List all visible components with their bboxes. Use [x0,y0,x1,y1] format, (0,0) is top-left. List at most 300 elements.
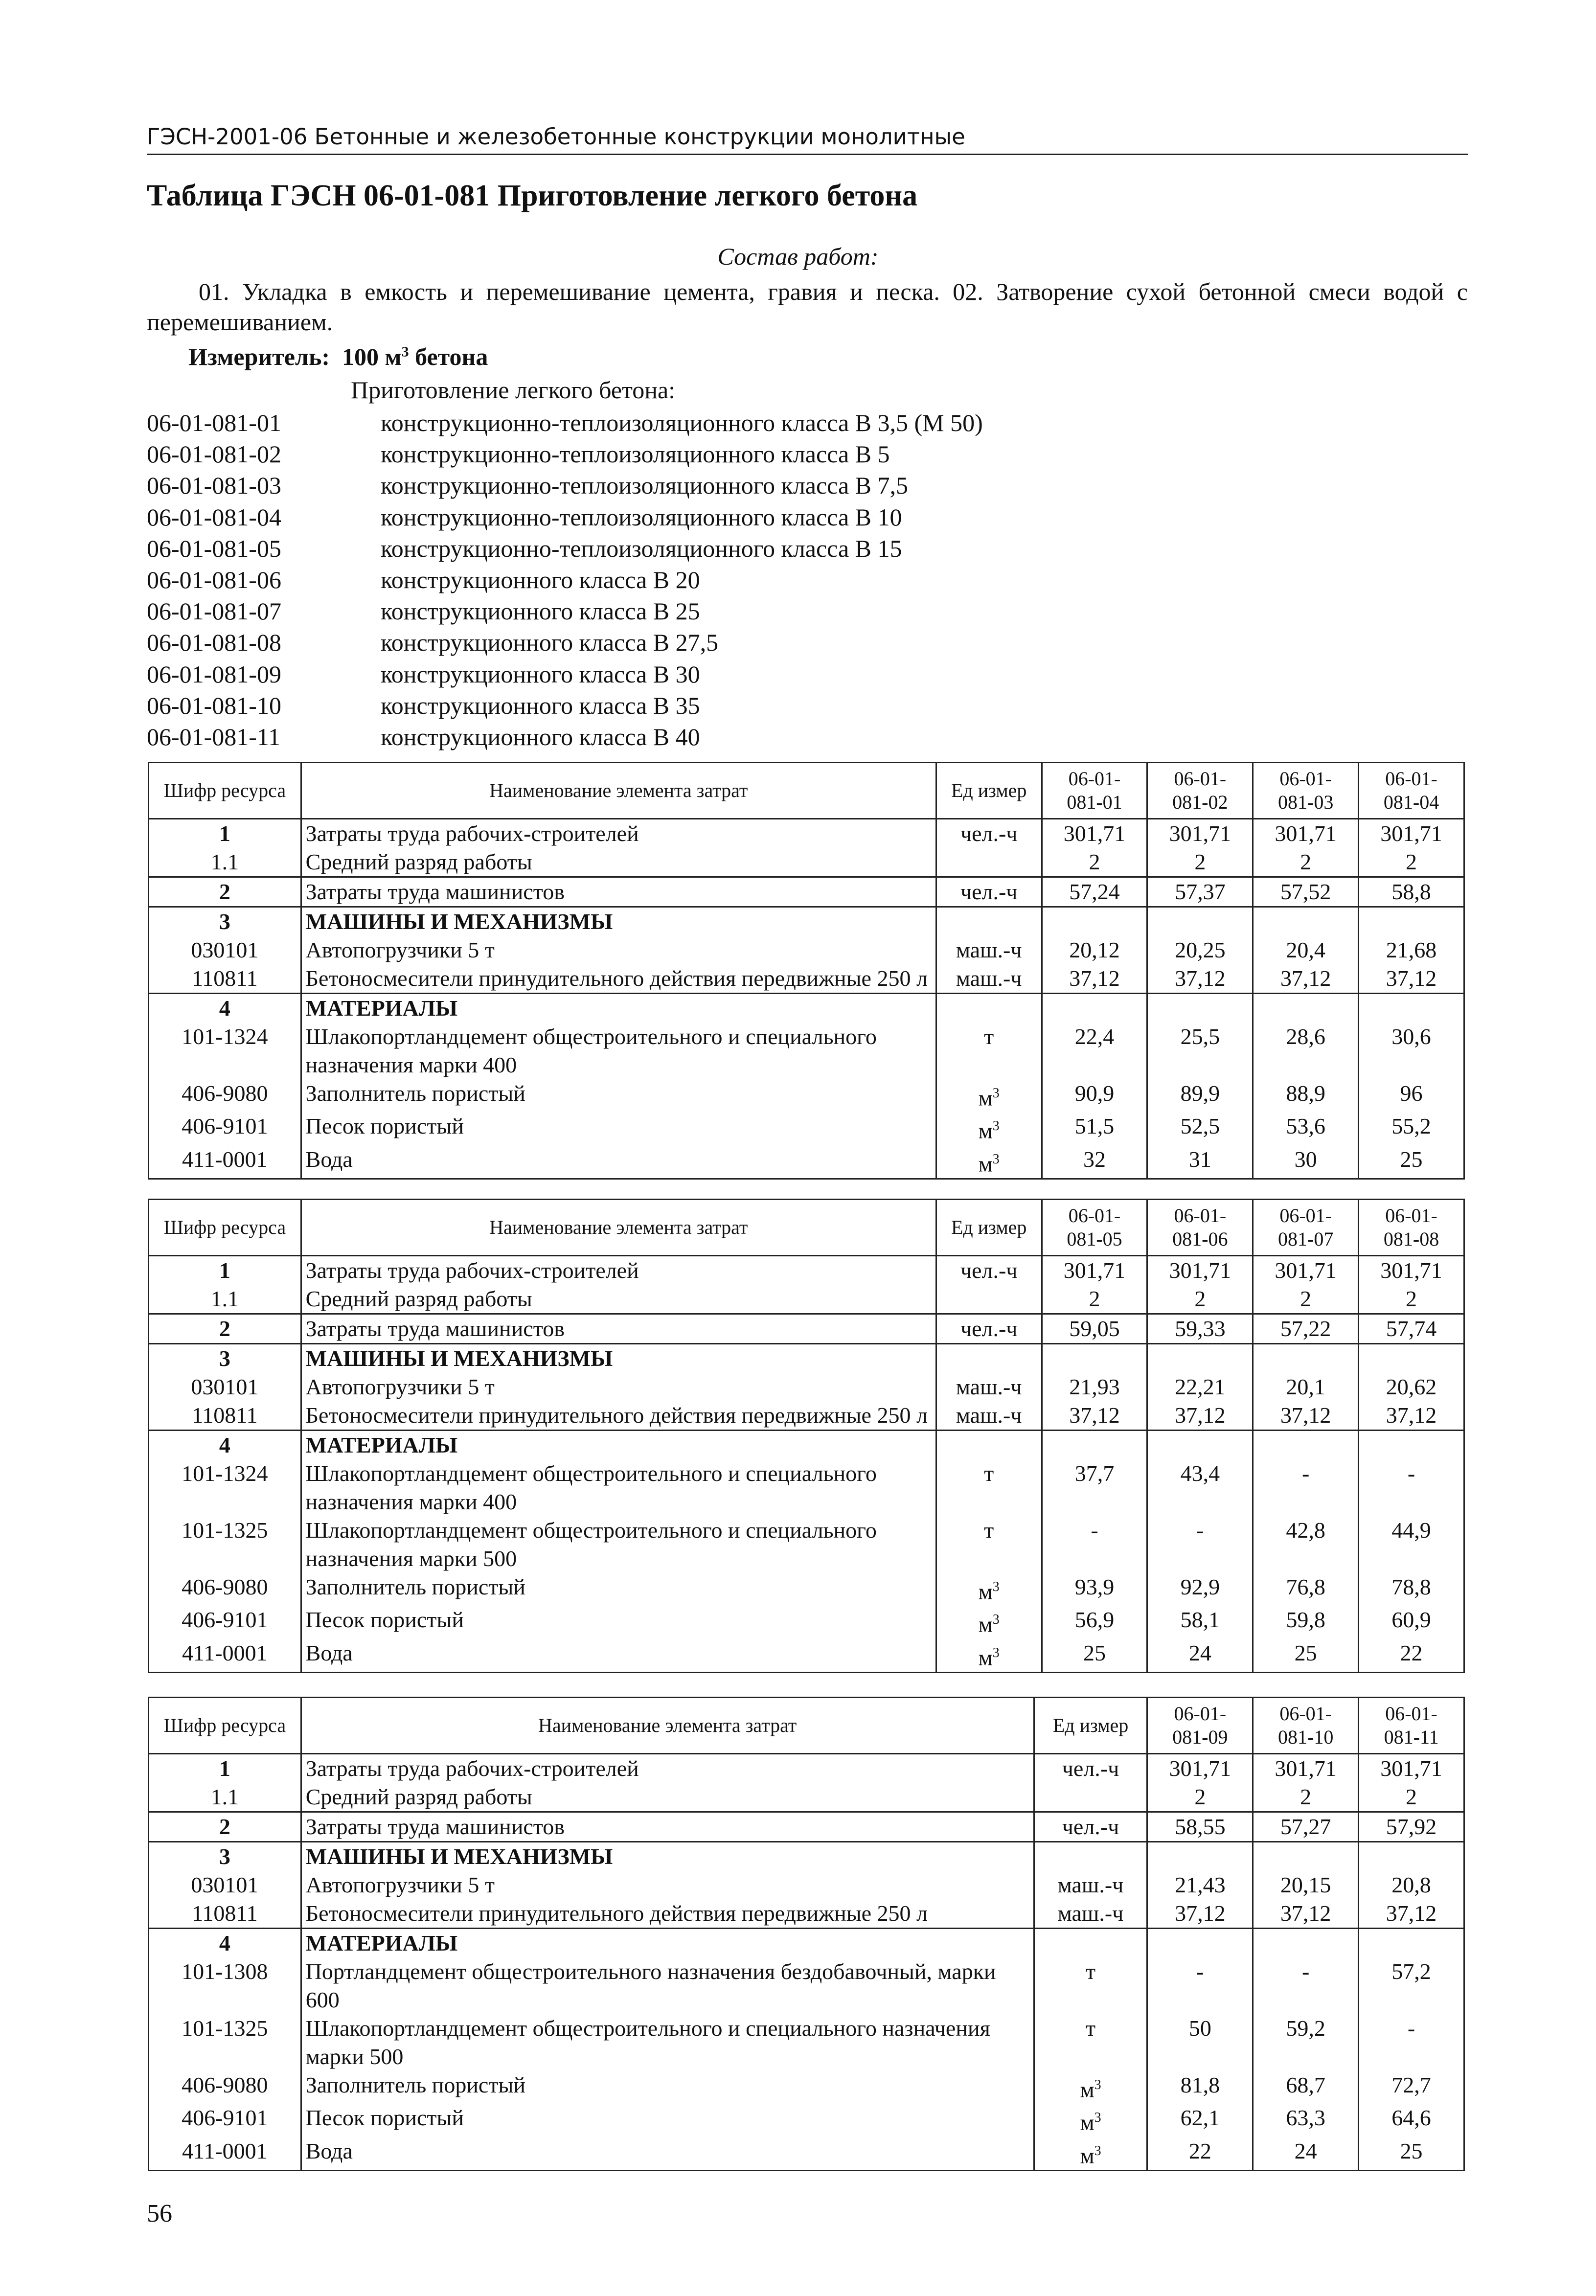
header-norm-column [1042,763,1147,819]
meter-superscript: 3 [401,343,409,360]
cell-unit: маш.-ч [1034,1871,1147,1899]
code-list-item [147,407,983,438]
cell-value [1147,1929,1253,1958]
cell-name: Вода [301,1145,936,1179]
cell-unit: $м^3$ [1034,2104,1147,2137]
table-row [149,1957,1464,2014]
cell-code: 411-0001 [149,1639,301,1673]
header-code: Шифр ресурса [149,763,301,819]
cell-value [1253,1431,1359,1460]
header-norm-column [1042,1200,1147,1256]
cell-unit: чел.-ч [936,877,1042,907]
cell-unit [936,1344,1042,1373]
cell-value [1359,1842,1464,1871]
cell-unit: $м^3$ [936,1573,1042,1606]
cell-value: 20,1 [1253,1373,1359,1401]
cell-code: 411-0001 [149,1145,301,1179]
cell-value: 93,9 [1042,1573,1147,1606]
cell-unit: т [1034,1957,1147,2014]
cell-unit: чел.-ч [936,1314,1042,1344]
table-row [149,1256,1464,1285]
table-row [149,1754,1464,1783]
cell-name: МАТЕРИАЛЫ [301,994,936,1023]
norm-col-line1: 06-01- [1068,1205,1121,1227]
norm-col-line1: 06-01- [1385,1205,1437,1227]
norm-code: 06-01-081-01 [147,409,281,436]
table-row [149,877,1464,907]
cell-value: 88,9 [1253,1079,1359,1112]
cell-value: 20,8 [1359,1871,1464,1899]
cell-value: 44,9 [1359,1516,1464,1573]
cell-unit [936,1431,1042,1460]
cell-value: 2 [1359,1285,1464,1314]
table-row [149,1812,1464,1842]
table-row [149,1639,1464,1673]
cell-name: Шлакопортландцемент общестроительного и специального назначения марки 500 [301,2014,1034,2071]
cell-unit: т [1034,2014,1147,2071]
norm-col-line2: 081-08 [1383,1228,1439,1250]
code-list-item [147,470,983,501]
cell-value: 21,43 [1147,1871,1253,1899]
cell-name: Шлакопортландцемент общестроительного и специального назначения марки 400 [301,1459,936,1516]
table-header-row [149,1200,1464,1256]
cell-value: 2 [1147,848,1253,877]
header-norm-column [1147,1200,1253,1256]
cell-value: 90,9 [1042,1079,1147,1112]
code-list-item [147,721,983,752]
composition-heading: Состав работ: [717,243,879,270]
table-row [149,1929,1464,1958]
norm-col-line2: 081-07 [1278,1228,1334,1250]
cell-name: Затраты труда рабочих-строителей [301,819,936,848]
cell-name: Средний разряд работы [301,1285,936,1314]
norm-col-line1: 06-01- [1174,1205,1227,1227]
cell-value: 2 [1253,1285,1359,1314]
code-list-item [147,627,983,658]
norm-description: конструкционно-теплоизоляционного класса В 3,5 (М 50) [381,409,983,436]
cell-value: 57,2 [1359,1957,1464,2014]
unit-superscript: 3 [992,1086,1000,1101]
table-row [149,964,1464,994]
cell-unit: $м^3$ [936,1145,1042,1179]
cell-value: - [1253,1957,1359,2014]
cell-value [1359,1344,1464,1373]
cell-value: 25,5 [1147,1023,1253,1079]
cell-value [1359,1929,1464,1958]
cell-value: 42,8 [1253,1516,1359,1573]
cell-value: 301,71 [1253,1754,1359,1783]
cell-value: 2 [1042,848,1147,877]
cell-value [1147,1842,1253,1871]
cell-value: 51,5 [1042,1112,1147,1145]
cell-value: 37,12 [1359,1899,1464,1929]
meter-label: Измеритель: [188,343,330,370]
norm-code: 06-01-081-06 [147,566,281,593]
cell-value: 59,8 [1253,1606,1359,1638]
cell-code: 1 [149,1256,301,1285]
cell-value: 21,68 [1359,936,1464,964]
cell-value: 81,8 [1147,2071,1253,2104]
code-list-item [147,690,983,721]
cell-code: 1.1 [149,1783,301,1812]
cell-name: Затраты труда рабочих-строителей [301,1256,936,1285]
cell-name: МАШИНЫ И МЕХАНИЗМЫ [301,1842,1034,1871]
table-row [149,1842,1464,1871]
header-unit: Ед измер [936,1200,1042,1256]
cell-value: - [1042,1516,1147,1573]
cell-code: 406-9080 [149,2071,301,2104]
code-list-item [147,501,983,533]
norm-code: 06-01-081-09 [147,660,281,688]
cell-name: Бетоносмесители принудительного действия передвижные 250 л [301,964,936,994]
cell-value [1359,994,1464,1023]
cell-value: 301,71 [1042,1256,1147,1285]
cell-value: 21,93 [1042,1373,1147,1401]
cell-value: 37,12 [1359,1401,1464,1431]
cell-value: 2 [1253,1783,1359,1812]
cell-unit: $м^3$ [936,1079,1042,1112]
cell-value: 89,9 [1147,1079,1253,1112]
cell-value: 301,71 [1147,1256,1253,1285]
norm-col-line2: 081-09 [1172,1726,1228,1748]
norm-col-line2: 081-10 [1278,1726,1334,1748]
table-row [149,1023,1464,1079]
cell-name: Бетоносмесители принудительного действия передвижные 250 л [301,1899,1034,1929]
cell-value: 301,71 [1359,819,1464,848]
cell-unit [1034,1842,1147,1871]
cell-value: 301,71 [1147,819,1253,848]
cell-value: 2 [1359,848,1464,877]
cell-value: 78,8 [1359,1573,1464,1606]
table-row [149,1112,1464,1145]
norm-code: 06-01-081-10 [147,691,281,719]
norm-code-list [147,407,983,752]
cell-name: Заполнитель пористый [301,2071,1034,2104]
header-norm-column [1253,1200,1359,1256]
cell-code: 110811 [149,1899,301,1929]
cell-name: Автопогрузчики 5 т [301,936,936,964]
cell-value [1147,994,1253,1023]
cell-value: 22 [1147,2137,1253,2171]
cell-value [1042,994,1147,1023]
cell-value: 62,1 [1147,2104,1253,2137]
cell-value: 68,7 [1253,2071,1359,2104]
table-row [149,1459,1464,1516]
cell-value [1253,907,1359,936]
cell-value [1042,907,1147,936]
table-header-row [149,1698,1464,1754]
cell-value: 20,12 [1042,936,1147,964]
table-row [149,994,1464,1023]
cell-value: 20,15 [1253,1871,1359,1899]
cell-code: 4 [149,994,301,1023]
cell-value: 76,8 [1253,1573,1359,1606]
cell-value: 57,74 [1359,1314,1464,1344]
cell-name: Портландцемент общестроительного назначения бездобавочный, марки 600 [301,1957,1034,2014]
cell-unit: чел.-ч [1034,1754,1147,1783]
cell-unit: маш.-ч [936,936,1042,964]
cell-value: 37,12 [1042,1401,1147,1431]
cell-value: - [1147,1516,1253,1573]
resource-table-1 [148,762,1465,1180]
cell-name: Затраты труда машинистов [301,1812,1034,1842]
cell-code: 1 [149,819,301,848]
table-row [149,2071,1464,2104]
cell-value [1359,1431,1464,1460]
cell-unit: $м^3$ [936,1606,1042,1638]
cell-code: 030101 [149,1373,301,1401]
header-unit: Ед измер [1034,1698,1147,1754]
cell-unit: чел.-ч [936,819,1042,848]
cell-name: Песок пористый [301,1606,936,1638]
cell-value: 31 [1147,1145,1253,1179]
cell-value: 20,62 [1359,1373,1464,1401]
unit-superscript: 3 [1094,2077,1101,2092]
norm-description: конструкционно-теплоизоляционного класса В 15 [381,534,902,562]
cell-value: 301,71 [1042,819,1147,848]
header-norm-column [1359,1698,1464,1754]
norm-col-line1: 06-01- [1385,1703,1437,1725]
cell-value [1147,907,1253,936]
cell-value: 37,12 [1147,1401,1253,1431]
table-row [149,2014,1464,2071]
cell-unit: т [936,1459,1042,1516]
cell-unit [936,907,1042,936]
cell-value: 25 [1253,1639,1359,1673]
cell-value [1253,994,1359,1023]
norm-description: конструкционно-теплоизоляционного класса В 5 [381,440,890,468]
cell-code: 411-0001 [149,2137,301,2171]
cell-unit [936,848,1042,877]
cell-name: Средний разряд работы [301,1783,1034,1812]
header-norm-column [1359,1200,1464,1256]
preparation-heading: Приготовление легкого бетона: [351,376,676,404]
table-row [149,1145,1464,1179]
cell-code: 3 [149,907,301,936]
table-row [149,1344,1464,1373]
norm-description: конструкционного класса В 40 [381,723,700,750]
cell-value: 301,71 [1253,819,1359,848]
cell-name: Песок пористый [301,2104,1034,2137]
cell-value [1042,1431,1147,1460]
cell-unit [1034,1783,1147,1812]
norm-code: 06-01-081-03 [147,472,281,500]
cell-code: 2 [149,877,301,907]
table-row [149,1516,1464,1573]
norm-description: конструкционного класса В 30 [381,660,700,688]
cell-value: - [1359,2014,1464,2071]
norm-description: конструкционного класса В 20 [381,566,700,593]
table-row [149,1314,1464,1344]
cell-value: 37,7 [1042,1459,1147,1516]
cell-unit [1034,1929,1147,1958]
unit-superscript: 3 [992,1579,1000,1594]
norm-col-line2: 081-06 [1172,1228,1228,1250]
cell-unit: $м^3$ [936,1112,1042,1145]
cell-value: 2 [1042,1285,1147,1314]
cell-code: 1.1 [149,848,301,877]
cell-value [1147,1344,1253,1373]
cell-value: 37,12 [1359,964,1464,994]
norm-code: 06-01-081-04 [147,503,281,531]
cell-value: 57,37 [1147,877,1253,907]
norm-col-line2: 081-01 [1067,791,1122,813]
cell-value [1042,1344,1147,1373]
cell-value: 32 [1042,1145,1147,1179]
header-code: Шифр ресурса [149,1200,301,1256]
cell-code: 110811 [149,1401,301,1431]
meter-value: 100 м [342,343,402,370]
cell-code: 406-9101 [149,1112,301,1145]
code-list-item [147,595,983,627]
unit-superscript: 3 [1094,2143,1101,2159]
cell-value: 301,71 [1359,1256,1464,1285]
table-row [149,1373,1464,1401]
cell-value: 22 [1359,1639,1464,1673]
header-norm-column [1359,763,1464,819]
meter-line [188,342,488,371]
cell-code: 101-1308 [149,1957,301,2014]
cell-value: 55,2 [1359,1112,1464,1145]
unit-superscript: 3 [992,1151,1000,1167]
unit-superscript: 3 [992,1612,1000,1628]
cell-value: 37,12 [1042,964,1147,994]
code-list-item [147,438,983,470]
table-row [149,819,1464,848]
cell-value: 57,22 [1253,1314,1359,1344]
cell-code: 110811 [149,964,301,994]
cell-value: 22,4 [1042,1023,1147,1079]
resource-table-2 [148,1199,1465,1673]
cell-value: 22,21 [1147,1373,1253,1401]
norm-col-line2: 081-03 [1278,791,1334,813]
table-row [149,848,1464,877]
cell-code: 4 [149,1929,301,1958]
cell-unit: $м^3$ [1034,2137,1147,2171]
cell-value: 59,33 [1147,1314,1253,1344]
cell-value: 50 [1147,2014,1253,2071]
cell-code: 1.1 [149,1285,301,1314]
header-norm-column [1253,1698,1359,1754]
cell-unit: $м^3$ [1034,2071,1147,2104]
code-list-item [147,659,983,690]
cell-value: 57,52 [1253,877,1359,907]
norm-code: 06-01-081-05 [147,534,281,562]
cell-code: 101-1325 [149,1516,301,1573]
cell-code: 406-9101 [149,2104,301,2137]
cell-code: 2 [149,1812,301,1842]
cell-code: 406-9080 [149,1573,301,1606]
table-row [149,1871,1464,1899]
cell-unit: маш.-ч [1034,1899,1147,1929]
cell-value: 2 [1359,1783,1464,1812]
norm-col-line1: 06-01- [1279,1205,1332,1227]
header-code: Шифр ресурса [149,1698,301,1754]
code-list-item [147,564,983,595]
cell-unit: чел.-ч [1034,1812,1147,1842]
cell-value: 53,6 [1253,1112,1359,1145]
header-name: Наименование элемента затрат [301,1698,1034,1754]
cell-code: 4 [149,1431,301,1460]
cell-value: 25 [1359,1145,1464,1179]
running-head: ГЭСН-2001-06 Бетонные и железобетонные конструкции монолитные [147,122,1468,155]
cell-name: МАШИНЫ И МЕХАНИЗМЫ [301,1344,936,1373]
cell-name: Вода [301,2137,1034,2171]
cell-value: 60,9 [1359,1606,1464,1638]
cell-name: МАШИНЫ И МЕХАНИЗМЫ [301,907,936,936]
cell-name: МАТЕРИАЛЫ [301,1431,936,1460]
norm-col-line1: 06-01- [1385,768,1437,790]
cell-code: 030101 [149,1871,301,1899]
header-name: Наименование элемента затрат [301,763,936,819]
cell-value: 37,12 [1253,1899,1359,1929]
cell-name: Автопогрузчики 5 т [301,1871,1034,1899]
cell-value: 25 [1042,1639,1147,1673]
cell-value: - [1359,1459,1464,1516]
cell-code: 406-9080 [149,1079,301,1112]
cell-value: 30,6 [1359,1023,1464,1079]
cell-name: Бетоносмесители принудительного действия передвижные 250 л [301,1401,936,1431]
meter-unit: бетона [415,343,488,370]
cell-value: - [1147,1957,1253,2014]
norm-code: 06-01-081-07 [147,597,281,625]
table-row [149,907,1464,936]
table-row [149,1899,1464,1929]
cell-value: - [1253,1459,1359,1516]
cell-value: 59,05 [1042,1314,1147,1344]
cell-value: 20,25 [1147,936,1253,964]
header-name: Наименование элемента затрат [301,1200,936,1256]
norm-col-line2: 081-11 [1384,1726,1439,1748]
table-row [149,936,1464,964]
cell-code: 101-1324 [149,1023,301,1079]
cell-value: 59,2 [1253,2014,1359,2071]
cell-value: 58,55 [1147,1812,1253,1842]
cell-code: 1 [149,1754,301,1783]
cell-name: Заполнитель пористый [301,1079,936,1112]
cell-value: 57,24 [1042,877,1147,907]
cell-value: 57,27 [1253,1812,1359,1842]
cell-unit: маш.-ч [936,964,1042,994]
header-norm-column [1253,763,1359,819]
table-row [149,2137,1464,2171]
cell-value: 30 [1253,1145,1359,1179]
cell-name: Затраты труда машинистов [301,1314,936,1344]
cell-value: 301,71 [1359,1754,1464,1783]
norm-description: конструкционно-теплоизоляционного класса В 10 [381,503,902,531]
resource-table-3 [148,1697,1465,2171]
cell-value: 301,71 [1253,1256,1359,1285]
composition-text: 01. Укладка в емкость и перемешивание цемента, гравия и песка. 02. Затворение сухой бетонной смеси водой с перемешиванием. [147,278,1468,336]
cell-name: Вода [301,1639,936,1673]
cell-unit [936,1285,1042,1314]
cell-code: 101-1324 [149,1459,301,1516]
table-row [149,1079,1464,1112]
norm-col-line2: 081-05 [1067,1228,1122,1250]
cell-value: 63,3 [1253,2104,1359,2137]
norm-col-line2: 081-04 [1383,791,1439,813]
table-row [149,1431,1464,1460]
table-row [149,1783,1464,1812]
cell-code: 101-1325 [149,2014,301,2071]
cell-unit: $м^3$ [936,1639,1042,1673]
header-norm-column [1147,763,1253,819]
cell-unit: чел.-ч [936,1256,1042,1285]
cell-unit: т [936,1516,1042,1573]
cell-value: 2 [1147,1285,1253,1314]
document-title: Таблица ГЭСН 06-01-081 Приготовление легкого бетона [147,179,918,212]
norm-col-line2: 081-02 [1172,791,1228,813]
